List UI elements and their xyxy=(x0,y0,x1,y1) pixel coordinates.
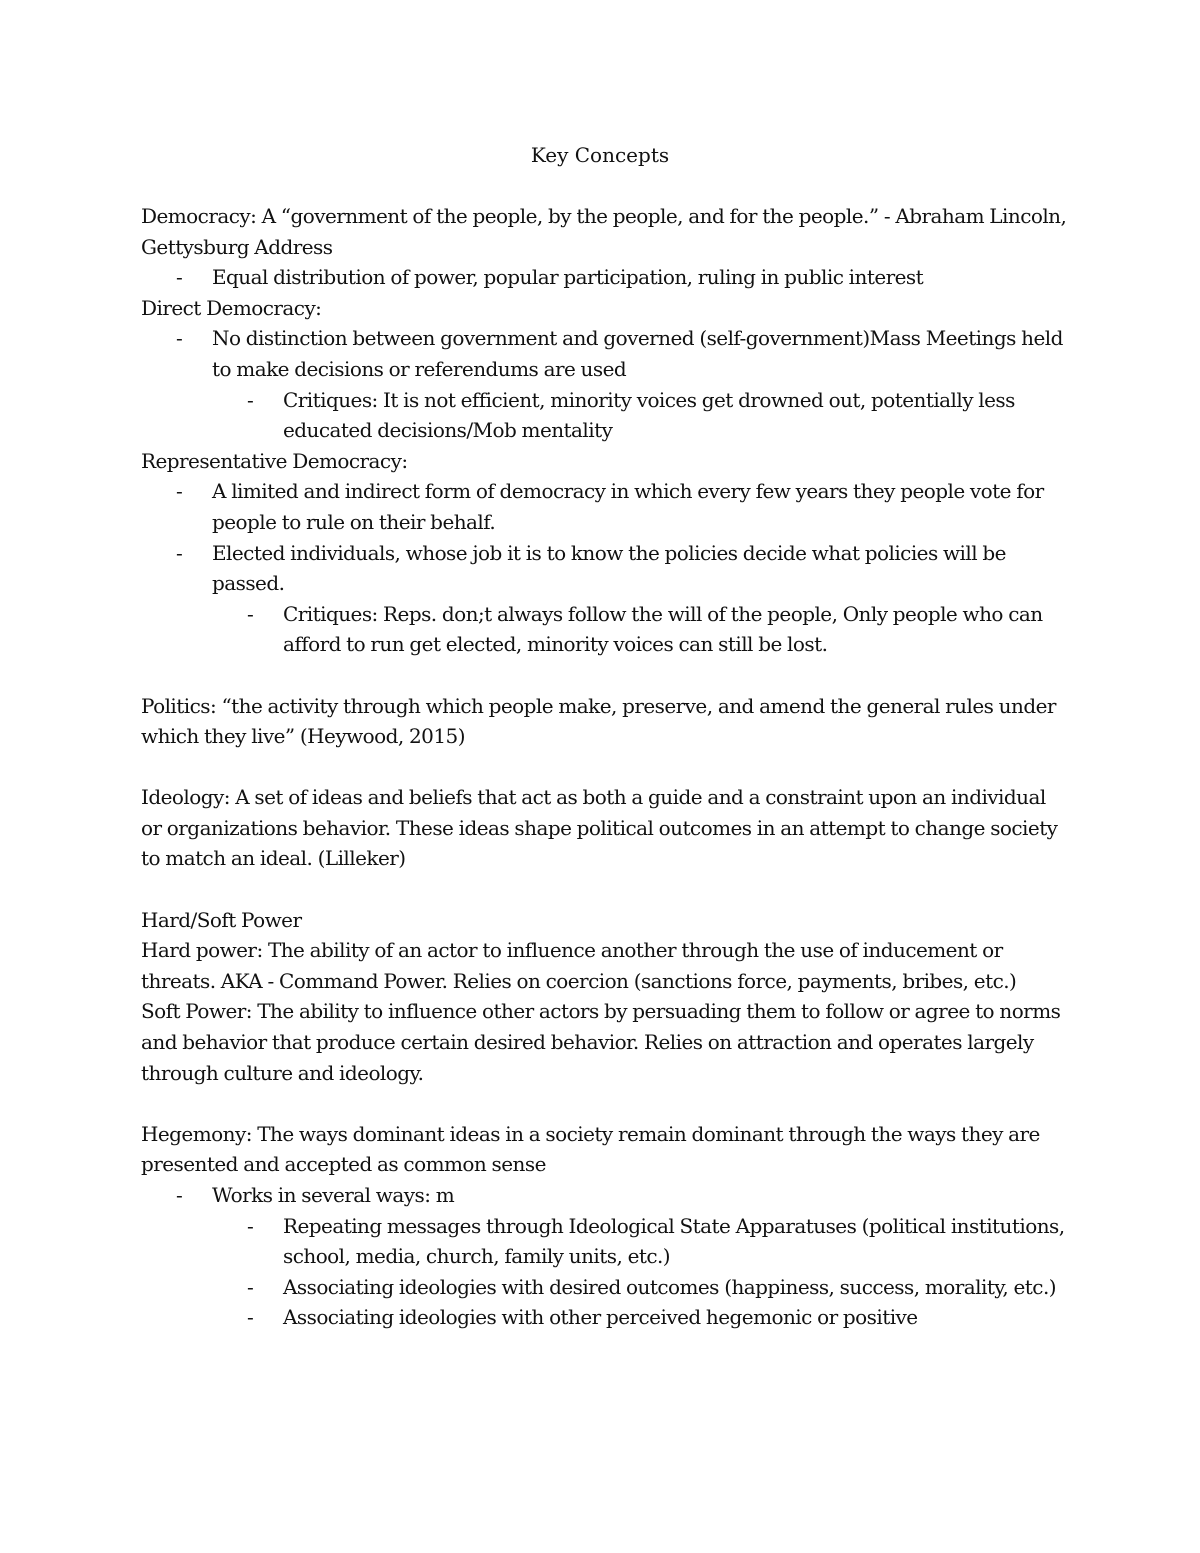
list-item-text: No distinction between government and governed (self-government)Mass Meetings held to make decisions or referendums are used xyxy=(212,326,1063,381)
spacer xyxy=(141,752,1071,783)
list-item-text: Associating ideologies with desired outcomes (happiness, success, morality, etc.) xyxy=(283,1274,1057,1299)
sub-list-item xyxy=(141,385,1071,446)
bullet-dash: - xyxy=(247,1213,254,1238)
sub-list-item xyxy=(141,1272,1071,1303)
list-item-text: Critiques: It is not efficient, minority voices get drowned out, potentially less educated decisions/Mob mentality xyxy=(283,387,1015,443)
bullet-dash: - xyxy=(247,1274,254,1299)
list-item xyxy=(141,476,1071,537)
ideology-definition: Ideology: A set of ideas and beliefs that act as both a guide and a constraint upon an individual or organizations behavior. These ideas shape political outcomes in an attempt to change society to match an ideal. (Lilleker) xyxy=(141,785,1058,871)
spacer xyxy=(141,874,1071,905)
bullet-dash: - xyxy=(247,387,254,412)
page-title: Key Concepts xyxy=(530,143,670,167)
bullet-dash: - xyxy=(247,1305,254,1330)
bullet-dash: - xyxy=(176,540,183,565)
list-item xyxy=(141,1180,1071,1211)
bullet-dash: - xyxy=(176,1183,183,1207)
sub-list-item xyxy=(141,1302,1071,1333)
list-item-text: Repeating messages through Ideological State Apparatuses (political institutions, school, media, church, family units, etc.) xyxy=(283,1213,1065,1269)
list-item-text: Critiques: Reps. don;t always follow the will of the people, Only people who can afford to run get elected, minority voices can still be lost. xyxy=(283,601,1043,657)
spacer xyxy=(141,660,1071,691)
soft-power-definition: Soft Power: The ability to influence other actors by persuading them to follow or agree to norms and behavior that produce certain desired behavior. Relies on attraction and operates largely through culture and ideology. xyxy=(141,999,1061,1085)
list-item-text: Equal distribution of power, popular participation, ruling in public interest xyxy=(212,265,924,290)
bullet-dash: - xyxy=(176,479,183,504)
sub-list-item xyxy=(141,599,1071,660)
list-item-text: Elected individuals, whose job it is to know the policies decide what policies will be passed. xyxy=(212,540,1006,596)
hard-power-definition: Hard power: The ability of an actor to influence another through the use of inducement or threats. AKA - Command Power. Relies on coercion (sanctions force, payments, bribes, etc.) xyxy=(141,938,1017,993)
bullet-dash: - xyxy=(176,265,183,290)
list-item-text: A limited and indirect form of democracy in which every few years they people vote for people to rule on their behalf. xyxy=(212,479,1044,534)
list-item xyxy=(141,323,1071,384)
hegemony-definition: Hegemony: The ways dominant ideas in a society remain dominant through the ways they are presented and accepted as common sense xyxy=(141,1121,1040,1177)
list-item-text: Works in several ways: m xyxy=(212,1183,455,1207)
list-item xyxy=(141,538,1071,599)
power-heading: Hard/Soft Power xyxy=(141,907,302,932)
list-item xyxy=(141,262,1071,293)
bullet-dash: - xyxy=(247,601,254,626)
sub-list-item xyxy=(141,1211,1071,1272)
direct-democracy-heading: Direct Democracy: xyxy=(141,295,322,320)
document-body xyxy=(141,201,1071,1333)
representative-democracy-heading: Representative Democracy: xyxy=(141,448,408,473)
bullet-dash: - xyxy=(176,326,183,351)
democracy-definition: Democracy: A “government of the people, by the people, and for the people.” - Abraham Lincoln, Gettysburg Address xyxy=(141,204,1067,259)
politics-definition: Politics: “the activity through which people make, preserve, and amend the general rules under which they live” (Heywood, 2015) xyxy=(141,693,1056,749)
list-item-text: Associating ideologies with other perceived hegemonic or positive xyxy=(283,1305,918,1330)
spacer xyxy=(141,1088,1071,1119)
